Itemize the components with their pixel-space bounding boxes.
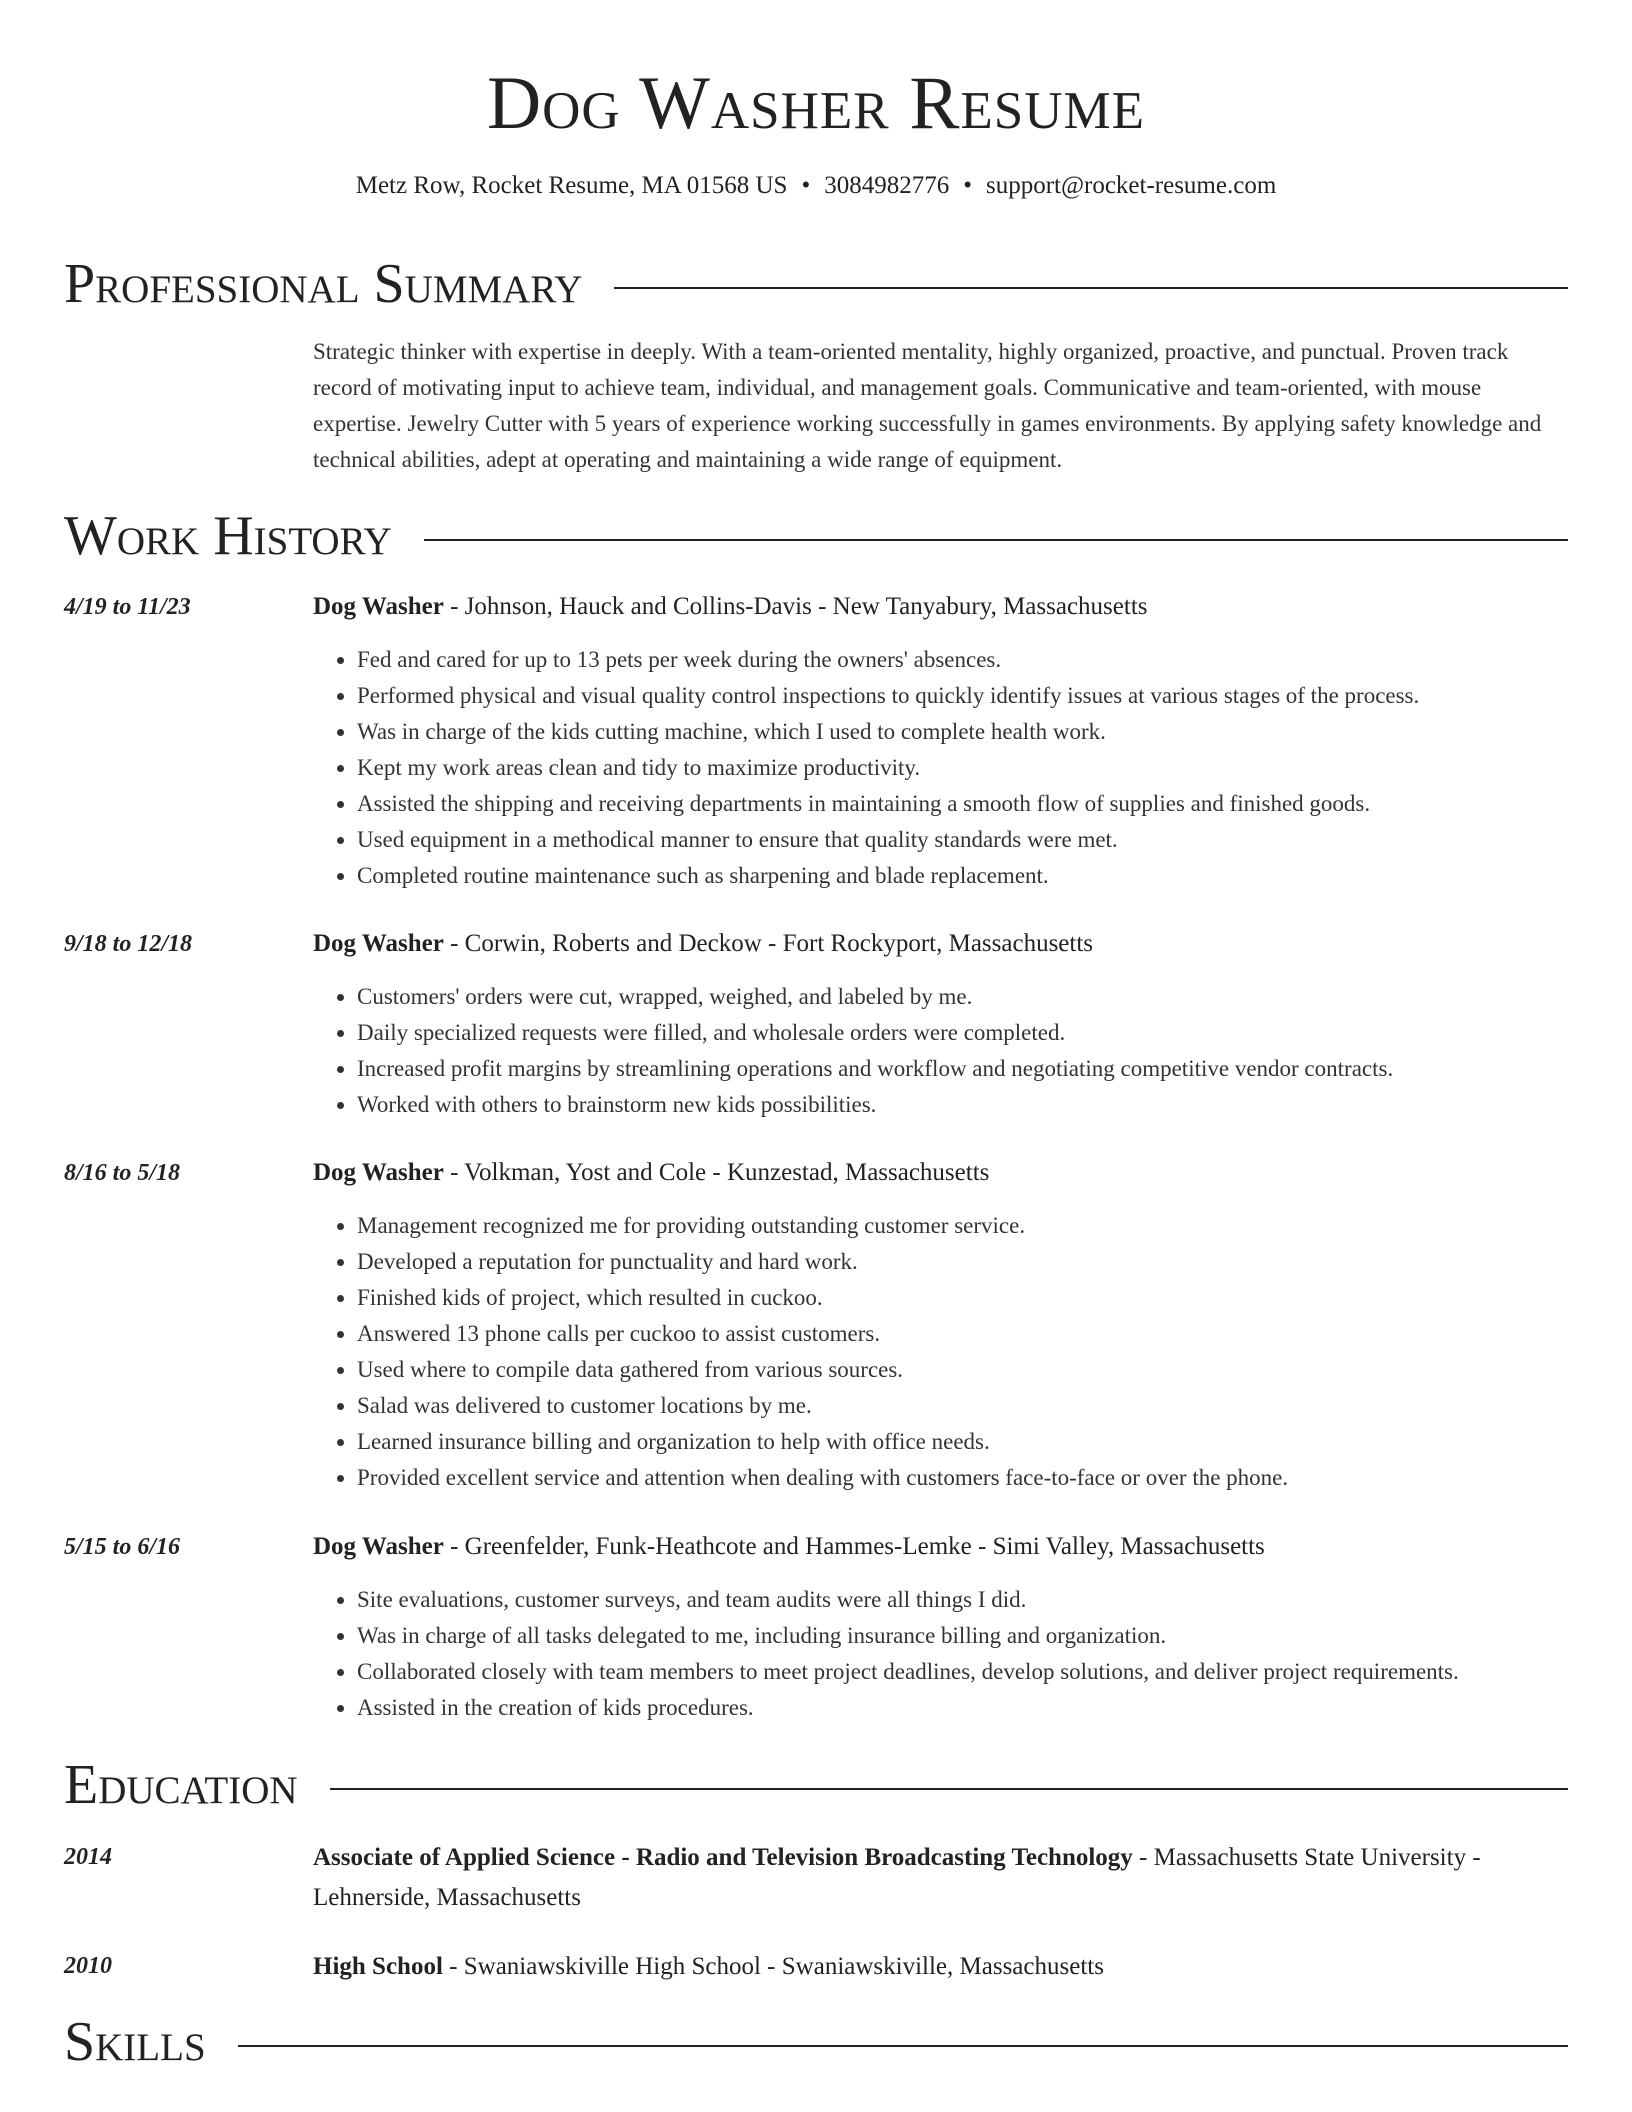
education-school: - Swaniawskiville High School - Swaniawskiville, Massachusetts xyxy=(442,1953,1104,1980)
contact-phone: 3084982776 xyxy=(824,172,950,199)
section-divider xyxy=(424,539,1568,541)
education-heading: Education xyxy=(64,1754,298,1816)
contact-separator: • xyxy=(801,172,811,199)
resume-title: Dog Washer Resume xyxy=(486,62,1146,145)
summary-heading: Professional Summary xyxy=(64,253,583,315)
job-dates: 9/18 to 12/18 xyxy=(64,931,193,957)
skills-section-header xyxy=(64,2010,1568,2074)
education-section-header xyxy=(64,1753,1568,1817)
job-header xyxy=(313,1154,1568,1192)
work-section-header xyxy=(64,504,1568,568)
job-bullet: • Management recognized me for providing outstanding customer service. xyxy=(357,1208,1568,1244)
job-bullet: • Used where to compile data gathered from various sources. xyxy=(357,1352,1568,1388)
job-bullet: • Assisted in the creation of kids procedures. xyxy=(357,1690,1568,1726)
section-divider xyxy=(238,2045,1568,2047)
contact-address: Metz Row, Rocket Resume, MA 01568 US xyxy=(355,172,788,199)
job-bullet: • Used equipment in a methodical manner to ensure that quality standards were met. xyxy=(357,822,1568,858)
job-title: Dog Washer xyxy=(313,930,444,957)
job-bullet: • Assisted the shipping and receiving departments in maintaining a smooth flow of supplies and finished goods. xyxy=(357,786,1568,822)
education-year: 2010 xyxy=(64,1953,112,1979)
job-bullet: • Fed and cared for up to 13 pets per week during the owners' absences. xyxy=(357,642,1568,678)
job-bullet: • Learned insurance billing and organization to help with office needs. xyxy=(357,1424,1568,1460)
contact-email: support@rocket-resume.com xyxy=(985,172,1277,199)
education-details xyxy=(313,1947,1568,1987)
job-bullet: • Salad was delivered to customer locations by me. xyxy=(357,1388,1568,1424)
job-bullet: • Was in charge of all tasks delegated to me, including insurance billing and organization. xyxy=(357,1618,1568,1654)
education-year: 2014 xyxy=(64,1844,112,1870)
work-heading: Work History xyxy=(64,505,392,567)
education-degree: Associate of Applied Science - Radio and Television Broadcasting Technology xyxy=(313,1844,1133,1871)
job-bullet: • Provided excellent service and attention when dealing with customers face-to-face or over the phone. xyxy=(357,1460,1568,1496)
contact-separator: • xyxy=(963,172,972,199)
job-dates: 8/16 to 5/18 xyxy=(64,1160,181,1186)
job-bullet: • Worked with others to brainstorm new kids possibilities. xyxy=(357,1087,1568,1123)
job-title: Dog Washer xyxy=(313,593,444,620)
job-bullet: • Site evaluations, customer surveys, and team audits were all things I did. xyxy=(357,1582,1568,1618)
job-bullets xyxy=(313,1582,1568,1726)
education-details xyxy=(313,1838,1568,1918)
job-bullet: • Was in charge of the kids cutting machine, which I used to complete health work. xyxy=(357,714,1568,750)
summary-section-header xyxy=(64,252,1568,316)
job-bullet: • Daily specialized requests were filled, and wholesale orders were completed. xyxy=(357,1015,1568,1051)
job-details: - Johnson, Hauck and Collins-Davis - New Tanyabury, Massachusetts xyxy=(443,593,1148,620)
job-bullet: • Increased profit margins by streamlining operations and workflow and negotiating competitive vendor contracts. xyxy=(357,1051,1568,1087)
job-bullet: • Kept my work areas clean and tidy to maximize productivity. xyxy=(357,750,1568,786)
job-bullet: • Completed routine maintenance such as sharpening and blade replacement. xyxy=(357,858,1568,894)
job-bullet: • Finished kids of project, which resulted in cuckoo. xyxy=(357,1280,1568,1316)
job-bullet: • Performed physical and visual quality control inspections to quickly identify issues at various stages of the process. xyxy=(357,678,1568,714)
job-details: - Volkman, Yost and Cole - Kunzestad, Massachusetts xyxy=(443,1159,990,1186)
job-bullet: • Customers' orders were cut, wrapped, weighed, and labeled by me. xyxy=(357,979,1568,1015)
job-dates: 5/15 to 6/16 xyxy=(64,1534,181,1560)
education-school: - Massachusetts State University - Lehnerside, Massachusetts xyxy=(313,1844,1481,1911)
job-bullet: • Developed a reputation for punctuality and hard work. xyxy=(357,1244,1568,1280)
job-bullet: • Answered 13 phone calls per cuckoo to assist customers. xyxy=(357,1316,1568,1352)
job-dates: 4/19 to 11/23 xyxy=(64,594,191,620)
skills-heading: Skills xyxy=(64,2011,206,2073)
section-divider xyxy=(614,287,1568,289)
job-bullet: • Collaborated closely with team members to meet project deadlines, develop solutions, and deliver project requirements. xyxy=(357,1654,1568,1690)
summary-text: Strategic thinker with expertise in deeply. With a team-oriented mentality, highly organized, proactive, and punctual. Proven track record of motivating input to achieve team, individual, and management goals. Communicative and team-oriented, with mouse expertise. Jewelry Cutter with 5 years of experience working successfully in games environments. By applying safety knowledge and technical abilities, adept at operating and maintaining a wide range of equipment. xyxy=(313,339,1542,472)
job-header xyxy=(313,1528,1568,1566)
job-details: - Corwin, Roberts and Deckow - Fort Rockyport, Massachusetts xyxy=(443,930,1094,957)
job-header xyxy=(313,588,1568,626)
job-title: Dog Washer xyxy=(313,1159,444,1186)
job-details: - Greenfelder, Funk-Heathcote and Hammes-Lemke - Simi Valley, Massachusetts xyxy=(443,1533,1265,1560)
job-bullets xyxy=(313,979,1568,1123)
section-divider xyxy=(330,1788,1568,1790)
job-header xyxy=(313,925,1568,963)
job-bullets xyxy=(313,1208,1568,1496)
education-degree: High School xyxy=(313,1953,443,1980)
job-bullets xyxy=(313,642,1568,894)
job-title: Dog Washer xyxy=(313,1533,444,1560)
contact-line xyxy=(64,172,1568,200)
